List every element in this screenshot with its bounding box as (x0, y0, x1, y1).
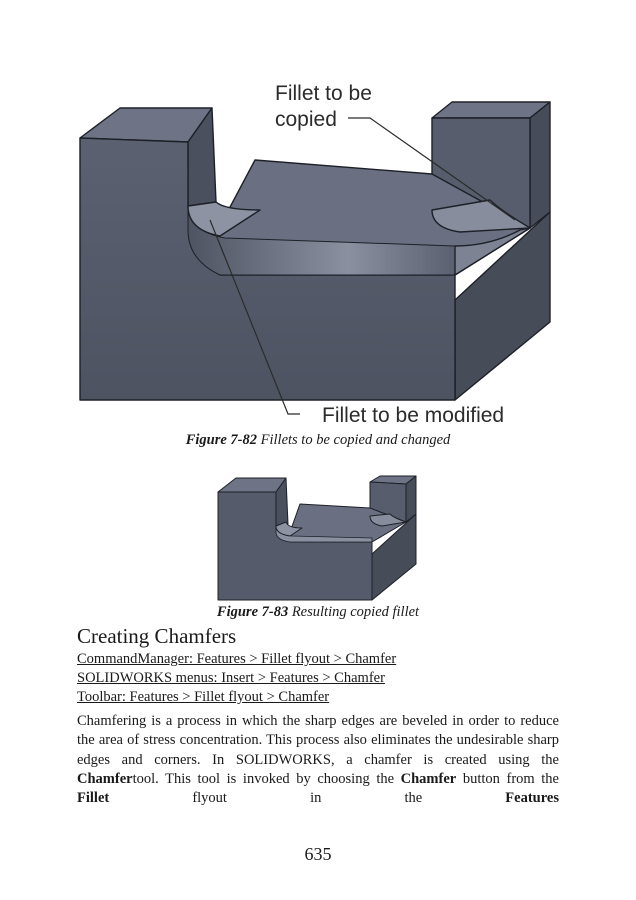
para-bold-chamfer: Chamfer (400, 770, 457, 787)
section-heading: Creating Chamfers (77, 624, 237, 648)
callout-bottom: Fillet to be modified (322, 404, 505, 427)
callout-top-line2: copied (275, 108, 337, 131)
para-bold-fillet: Fillet (77, 790, 110, 807)
para-text: flyout in the (109, 790, 506, 807)
para-bold-chamfer: Chamfer (77, 770, 133, 787)
menu-path-toolbar: Toolbar: Features > Fillet flyout > Chamfer (77, 689, 330, 705)
body-paragraph (77, 712, 559, 808)
callout-top-line1: Fillet to be (275, 82, 372, 105)
figure-fillets-to-copy (60, 60, 570, 432)
figure-caption (0, 432, 636, 449)
part-model (218, 476, 416, 600)
part-model (80, 102, 550, 400)
page-number: 635 (304, 844, 332, 864)
menu-path-solidworks-menus: SOLIDWORKS menus: Insert > Features > Chamfer (77, 670, 385, 686)
menu-path-commandmanager: CommandManager: Features > Fillet flyout > Chamfer (77, 651, 397, 667)
para-bold-features: Features (505, 790, 559, 807)
para-text: Chamfering is a process in which the sharp edges are beveled in order to reduce the area of stress concentration. This process also eliminates the undesirable sharp edges and corners. In SOLIDWORKS, a chamfer is created using the (77, 713, 559, 768)
para-text: button from the (456, 770, 559, 787)
para-text: tool. This tool is invoked by choosing the (132, 770, 401, 787)
caption-number: Figure 7-83 (216, 604, 289, 620)
caption-number: Figure 7-82 (185, 432, 257, 448)
figure-copied-fillet (210, 472, 426, 604)
caption-text: Fillets to be copied and changed (257, 432, 451, 448)
caption-text: Resulting copied fillet (288, 604, 420, 620)
figure-caption (0, 604, 636, 621)
